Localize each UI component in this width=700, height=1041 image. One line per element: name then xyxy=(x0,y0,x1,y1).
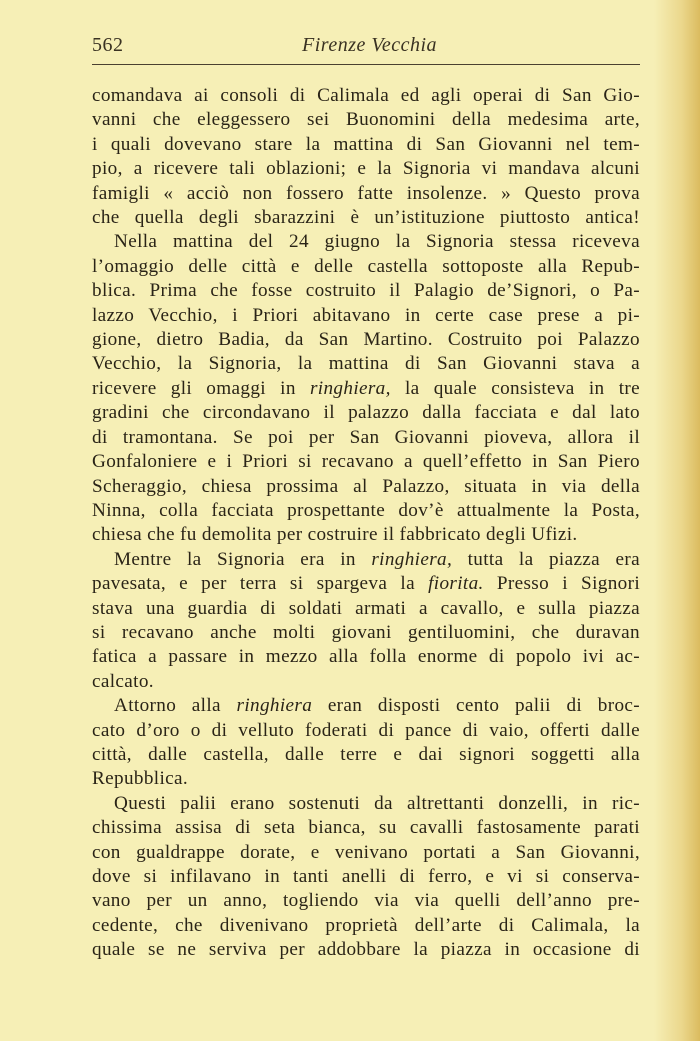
text-run: gione, dietro Badia, da San Martino. Costruito poi Palazzo xyxy=(92,329,640,351)
text-line xyxy=(92,475,640,499)
text-run: Scheraggio, chiesa prossima al Palazzo, situata in via della xyxy=(92,475,640,497)
text-line xyxy=(92,719,640,743)
italic-term: ringhiera xyxy=(236,695,313,717)
text-line xyxy=(92,889,640,913)
text-run: chissima assisa di seta bianca, su cavalli fastosamente parati xyxy=(92,817,640,839)
text-line xyxy=(92,328,640,352)
text-run: tutta la piazza era xyxy=(452,548,640,570)
text-run: l’omaggio delle città e delle castella sottoposte alla Repub- xyxy=(92,255,640,277)
text-line xyxy=(92,767,640,791)
text-line xyxy=(92,621,640,645)
text-run: vanni che eleggessero sei Buonomini della medesima arte, xyxy=(92,109,640,131)
text-run: la quale consisteva in tre xyxy=(390,377,640,399)
text-run: comandava ai consoli di Calimala ed agli operai di San Gio- xyxy=(92,85,640,106)
text-run: vano per un anno, togliendo via via quelli dell’anno pre- xyxy=(92,890,640,912)
text-run: di tramontana. Se poi per San Giovanni pioveva, allora il xyxy=(92,426,640,448)
text-run: cato d’oro o di velluto foderati di pance di vaio, offerti dalle xyxy=(92,719,640,741)
page-number: 562 xyxy=(92,34,124,56)
text-run: dove si infilavano in tanti anelli di ferro, e vi si conserva- xyxy=(92,866,640,887)
text-run: Presso i Signori xyxy=(483,573,641,595)
italic-term: ringhiera, xyxy=(309,377,391,399)
text-run: i quali dovevano stare la mattina di San Giovanni nel tem- xyxy=(92,133,640,155)
text-run: stava una guardia di soldati armati a cavallo, e sulla piazza xyxy=(92,597,640,619)
text-run: Vecchio, la Signoria, la mattina di San Giovanni stava a xyxy=(92,353,640,375)
text-line xyxy=(92,792,640,816)
text-line xyxy=(92,743,640,767)
text-run: ricevere gli omaggi in xyxy=(92,377,310,399)
running-title: Firenze Vecchia xyxy=(302,34,438,56)
text-line xyxy=(92,279,640,303)
text-line xyxy=(92,230,640,254)
text-run: cedente, che divenivano proprietà dell’arte di Calimala, la xyxy=(92,914,640,936)
text-run: si recavano anche molti giovani gentiluomini, che duravan xyxy=(92,621,640,643)
text-line xyxy=(92,499,640,523)
text-line xyxy=(92,914,640,938)
text-run: Questi palii erano sostenuti da altrettanti donzelli, in ric- xyxy=(114,792,640,814)
italic-term: ringhiera, xyxy=(371,548,453,570)
body-text xyxy=(92,84,640,963)
text-run: fatica a passare in mezzo alla folla enorme di popolo ivi ac- xyxy=(92,646,640,668)
text-run: Nella mattina del 24 giugno la Signoria stessa riceveva xyxy=(114,231,640,253)
text-line xyxy=(92,645,640,669)
text-line xyxy=(92,694,640,718)
text-line xyxy=(92,84,640,108)
text-line xyxy=(92,108,640,132)
text-line xyxy=(92,206,640,230)
text-run: Ninna, colla facciata prospettante dov’è attualmente la Posta, xyxy=(92,499,640,521)
text-run: calcato. xyxy=(92,670,154,692)
text-run: Mentre la Signoria era in xyxy=(114,548,372,570)
text-run: famigli « acciò non fossero fatte insolenze. » Questo prova xyxy=(92,182,640,204)
text-line xyxy=(92,670,640,694)
text-line xyxy=(92,572,640,596)
text-line xyxy=(92,426,640,450)
text-line xyxy=(92,377,640,401)
text-line xyxy=(92,450,640,474)
text-run: eran disposti cento palii di broc- xyxy=(312,695,640,717)
text-run: Attorno alla xyxy=(114,695,237,717)
text-line xyxy=(92,938,640,962)
text-run: Gonfaloniere e i Priori si recavano a quell’effetto in San Piero xyxy=(92,451,640,473)
book-page xyxy=(92,30,640,963)
text-run: lazzo Vecchio, i Priori abitavano in certe case prese a pi- xyxy=(92,304,640,326)
text-line xyxy=(92,865,640,889)
text-line xyxy=(92,816,640,840)
text-run: pio, a ricevere tali oblazioni; e la Signoria vi mandava alcuni xyxy=(92,158,640,180)
page-edge-shadow xyxy=(654,0,700,1041)
italic-term: fiorita. xyxy=(428,573,484,595)
text-line xyxy=(92,352,640,376)
text-line xyxy=(92,523,640,547)
text-run: Repubblica. xyxy=(92,768,189,790)
text-line xyxy=(92,157,640,181)
text-run: città, dalle castella, dalle terre e dai signori soggetti alla xyxy=(92,743,640,765)
header-rule xyxy=(92,64,640,65)
text-run: chiesa che fu demolita per costruire il fabbricato degli Ufizi. xyxy=(92,524,578,546)
text-line xyxy=(92,597,640,621)
text-run: blica. Prima che fosse costruito il Palagio de’Signori, o Pa- xyxy=(92,280,640,302)
text-run: pavesata, e per terra si spargeva la xyxy=(92,573,429,595)
text-line xyxy=(92,304,640,328)
text-run: che quella degli sbarazzini è un’istituzione piuttosto antica! xyxy=(92,207,640,229)
text-line xyxy=(92,401,640,425)
text-line xyxy=(92,255,640,279)
text-line xyxy=(92,182,640,206)
text-run: quale se ne serviva per addobbare la piazza in occasione di xyxy=(92,939,640,961)
text-run: gradini che circondavano il palazzo dalla facciata e dal lato xyxy=(92,402,640,424)
text-run: con gualdrappe dorate, e venivano portati a San Giovanni, xyxy=(92,841,640,863)
text-line xyxy=(92,133,640,157)
page-header xyxy=(92,30,640,66)
text-line xyxy=(92,548,640,572)
text-line xyxy=(92,841,640,865)
